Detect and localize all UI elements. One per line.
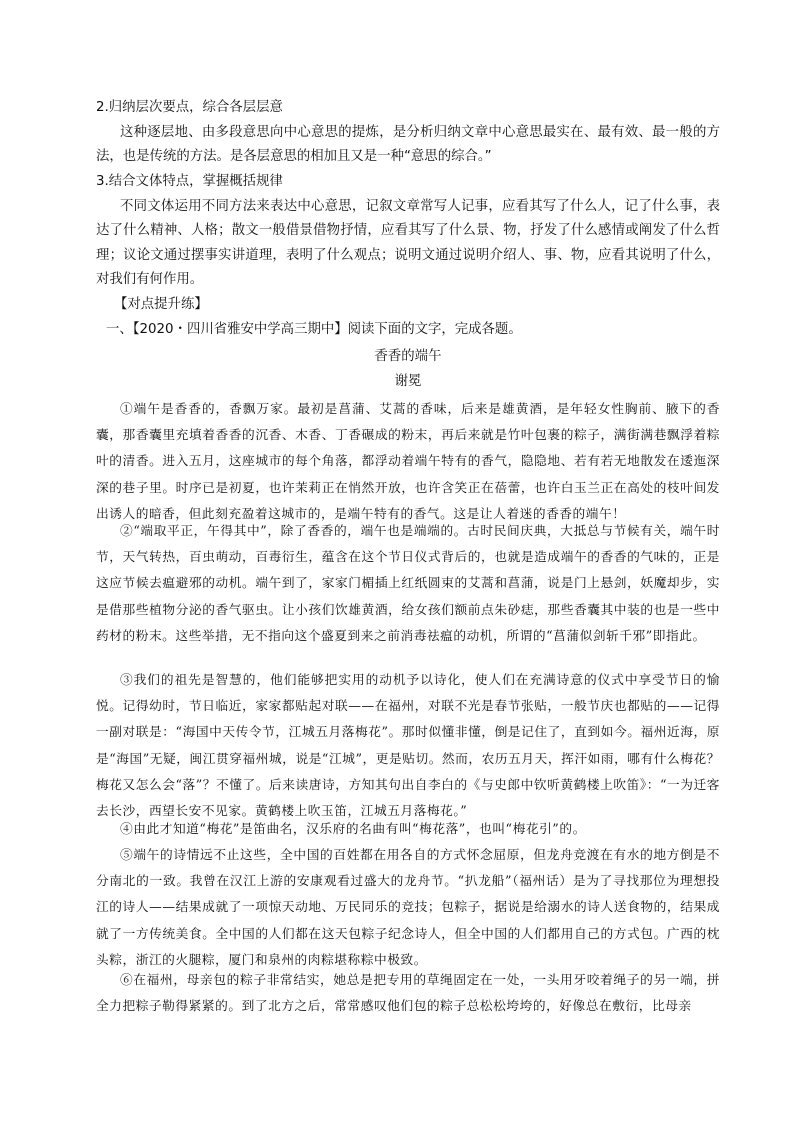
article-paragraph-5: ⑤端午的诗情远不止这些，全中国的百姓都在用各自的方式怀念屈原，但龙舟竞渡在有水的地方倒是不分南北的一致。我曾在汉江上游的安康观看过盛大的龙舟节。“扒龙船”（福州话）是为了寻找那位为理想投江的诗人——结果成就了一项惊天动地、万民同乐的竞技；包粽子，据说是给溺水的诗人送食物的，结果成就了一方传统美食。全中国的人们都在这天包粽子纪念诗人，但全中国的人们都用自己的方式包。广西的枕头粽，浙江的火腿粽，厦门和泉州的肉粽堪称粽中极致。 — [96, 847, 720, 967]
section-3-body: 不同文体运用不同方法来表达中心意思，记叙文章常写人记事，应看其写了什么人，记了什么事，表达了什么精神、人格；散文一般借景借物抒情，应看其写了什么景、物，抒发了什么感情或阐发了什么哲理；议论文通过摆事实讲道理，表明了什么观点；说明文通过说明介绍人、事、物，应看其说明了什么，对我们有何作用。 — [96, 198, 720, 288]
article-paragraph-1: ①端午是香香的，香飘万家。最初是菖蒲、艾蒿的香味，后来是雄黄酒，是年轻女性胸前、腋下的香囊，那香囊里充填着香香的沉香、木香、丁香碾成的粉末，再后来就是竹叶包裹的粽子，满街满巷飘浮着粽叶的清香。进入五月，这座城市的每个角落，都浮动着端午特有的香气，隐隐地、若有若无地散发在逶迤深深的巷子里。时序已是初夏，也许茉莉正在悄然开放，也许含笑正在蓓蕾，也许白玉兰正在高处的枝叶间发出诱人的暗香，但此刻充盈着这城市的，是端午特有的香气。这是让人着迷的香香的端午！ — [96, 401, 720, 521]
practice-label: 【对点提升练】 — [114, 297, 208, 312]
article-title: 香香的端午 — [374, 349, 442, 364]
article-author: 谢冕 — [394, 374, 422, 389]
section-2-heading: 2.归纳层次要点，综合各层层意 — [96, 100, 283, 115]
question-intro: 一、【2020・四川省雅安中学高三期中】阅读下面的文字，完成各题。 — [106, 322, 522, 337]
article-paragraph-6: ⑥在福州，母亲包的粽子非常结实，她总是把专用的草绳固定在一处，一头用牙咬着绳子的另一端，拼全力把粽子勒得紧紧的。到了北方之后，常常感叹他们包的粽子总松松垮垮的，好像总在敷衍，比母亲 — [96, 972, 720, 1014]
section-2-body: 这种逐层地、由多段意思向中心意思的提炼，是分析归纳文章中心意思最实在、最有效、最一般的方法，也是传统的方法。是各层意思的相加且又是一种“意思的综合。” — [96, 124, 720, 165]
article-paragraph-2: ②“端取平正，午得其中”，除了香香的，端午也是端端的。古时民间庆典，大抵总与节候有关，端午时节，天气转热，百虫萌动，百毒衍生，蕴含在这个节日仪式背后的，也就是造成端午的香香的气味的，正是这应节候去瘟避邪的动机。端午到了，家家门楣插上红纸圆束的艾蒿和菖蒲，说是门上悬剑，妖魔却步，实是借那些植物分泌的香气驱虫。让小孩们饮雄黄酒，给女孩们额前点朱砂痣，那些香囊其中装的也是一些中药材的粉末。这些举措，无不指向这个盛夏到来之前消毒祛瘟的动机，所谓的“菖蒲似剑斩千邪”即指此。 — [96, 523, 720, 643]
article-paragraph-3: ③我们的祖先是智慧的，他们能够把实用的动机予以诗化，使人们在充满诗意的仪式中享受节日的愉悦。记得幼时，节日临近，家家都贴起对联——在福州，对联不光是春节张贴，一般节庆也都贴的——记得一副对联是：“海国中天传令节，江城五月落梅花”。那时似懂非懂，倒是记住了，直到如今。福州近海，原是“海国”无疑，闽江贯穿福州城，说是“江城”，更是贴切。然而，农历五月天，挥汗如雨，哪有什么梅花？梅花又怎么会“落”？不懂了。后来读唐诗，方知其句出自李白的《与史郎中钦听黄鹤楼上吹笛》：“一为迁客去长沙，西望长安不见家。黄鹤楼上吹玉笛，江城五月落梅花。” — [96, 672, 720, 819]
section-3-heading: 3.结合文体特点，掌握概括规律 — [96, 174, 283, 189]
article-paragraph-4: ④由此才知道“梅花”是笛曲名，汉乐府的名曲有叫“梅花落”，也叫“梅花引”的。 — [120, 821, 586, 836]
